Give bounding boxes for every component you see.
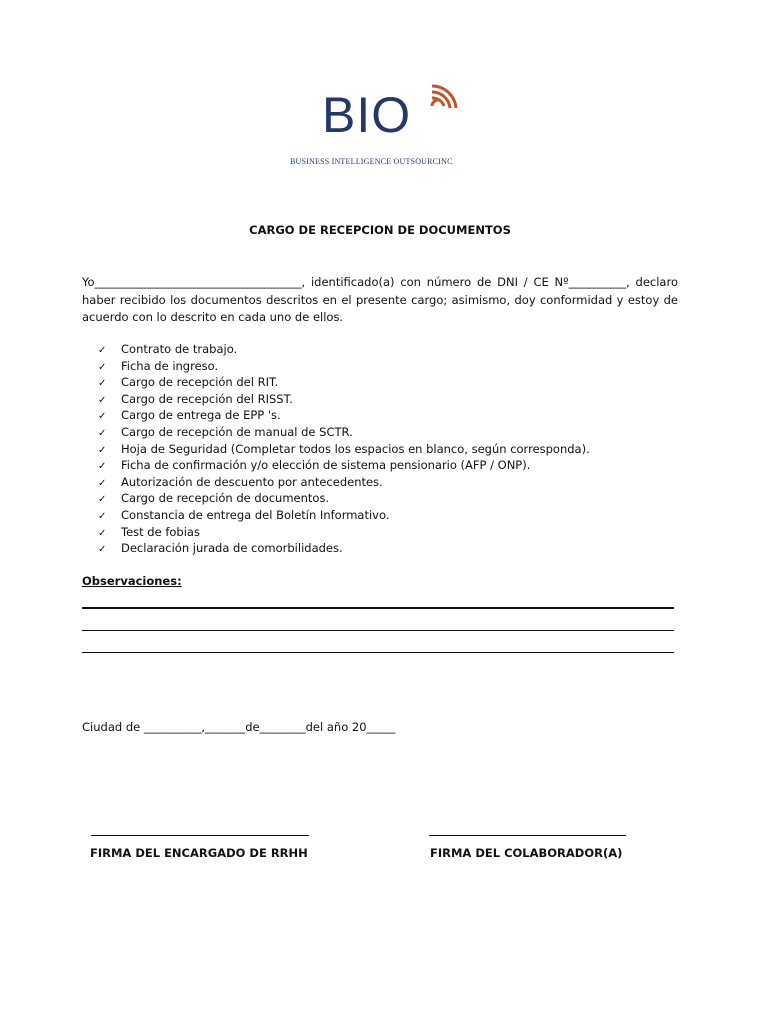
checklist-item [98, 491, 590, 508]
signature-label-collaborator: FIRMA DEL COLABORADOR(A) [430, 846, 623, 860]
checklist-item-label: Hoja de Seguridad (Completar todos los espacios en blanco, según corresponda). [121, 441, 590, 456]
checklist-item-label: Ficha de ingreso. [121, 358, 219, 373]
checklist-item [98, 375, 590, 392]
checklist-item-label: Declaración jurada de comorbilidades. [121, 541, 343, 556]
observations-line-2 [82, 630, 674, 631]
checklist-item-label: Cargo de recepción de manual de SCTR. [121, 424, 353, 439]
checklist-item [98, 359, 590, 376]
checklist-item-label: Constancia de entrega del Boletín Informativo. [121, 507, 390, 522]
checklist-item [98, 541, 590, 558]
checklist-item-label: Cargo de recepción del RISST. [121, 391, 293, 406]
checklist-item [98, 392, 590, 409]
signature-label-rrhh: FIRMA DEL ENCARGADO DE RRHH [90, 846, 308, 860]
observations-line-1 [82, 607, 674, 609]
observations-label: Observaciones: [82, 574, 182, 588]
checklist-item [98, 342, 590, 359]
date-line: Ciudad de __________,_______de________del año 20_____ [82, 720, 396, 734]
checklist-item-label: Ficha de confirmación y/o elección de sistema pensionario (AFP / ONP). [121, 458, 531, 473]
checklist-item [98, 458, 590, 475]
checklist-item-label: Cargo de recepción del RIT. [121, 375, 279, 390]
observations-line-3 [82, 652, 674, 653]
checklist-item-label: Contrato de trabajo. [121, 342, 238, 356]
checkmark-icon: ✓ [98, 394, 107, 406]
checkmark-icon: ✓ [98, 544, 107, 556]
checklist-item-label: Cargo de entrega de EPP 's. [121, 408, 281, 423]
checkmark-icon: ✓ [98, 378, 107, 390]
checkmark-icon: ✓ [98, 494, 107, 506]
checkmark-icon: ✓ [98, 444, 107, 456]
logo-tagline: BUSINESS INTELLIGENCE OUTSOURCINC [290, 157, 453, 166]
signal-waves-icon [428, 84, 458, 112]
logo-brand-text: BIO [322, 87, 412, 143]
declaration-paragraph: Yo____________________________________, identificado(a) con número de DNI / CE Nº__________, declaro haber recibido los documentos descritos en el presente cargo; asimismo, doy conformidad y estoy de acuerdo con lo descrito en cada uno de ellos. [82, 275, 678, 324]
signature-line-rrhh [91, 835, 309, 836]
checkmark-icon: ✓ [98, 527, 107, 539]
checklist-item [98, 442, 590, 459]
checkmark-icon: ✓ [98, 477, 107, 489]
checklist-item-label: Autorización de descuento por antecedentes. [121, 474, 383, 489]
checkmark-icon: ✓ [98, 361, 107, 373]
document-checklist [98, 342, 590, 558]
document-title: CARGO DE RECEPCION DE DOCUMENTOS [249, 223, 511, 237]
checkmark-icon: ✓ [98, 345, 107, 356]
checklist-item [98, 525, 590, 542]
checklist-item [98, 508, 590, 525]
company-logo [288, 84, 488, 174]
checklist-item [98, 475, 590, 492]
checklist-item [98, 425, 590, 442]
checklist-item [98, 408, 590, 425]
signature-line-collaborator [429, 835, 626, 836]
checklist-item-label: Test de fobias [121, 524, 200, 539]
checkmark-icon: ✓ [98, 427, 107, 439]
checkmark-icon: ✓ [98, 411, 107, 423]
checkmark-icon: ✓ [98, 510, 107, 522]
checkmark-icon: ✓ [98, 461, 107, 473]
checklist-item-label: Cargo de recepción de documentos. [121, 491, 330, 506]
